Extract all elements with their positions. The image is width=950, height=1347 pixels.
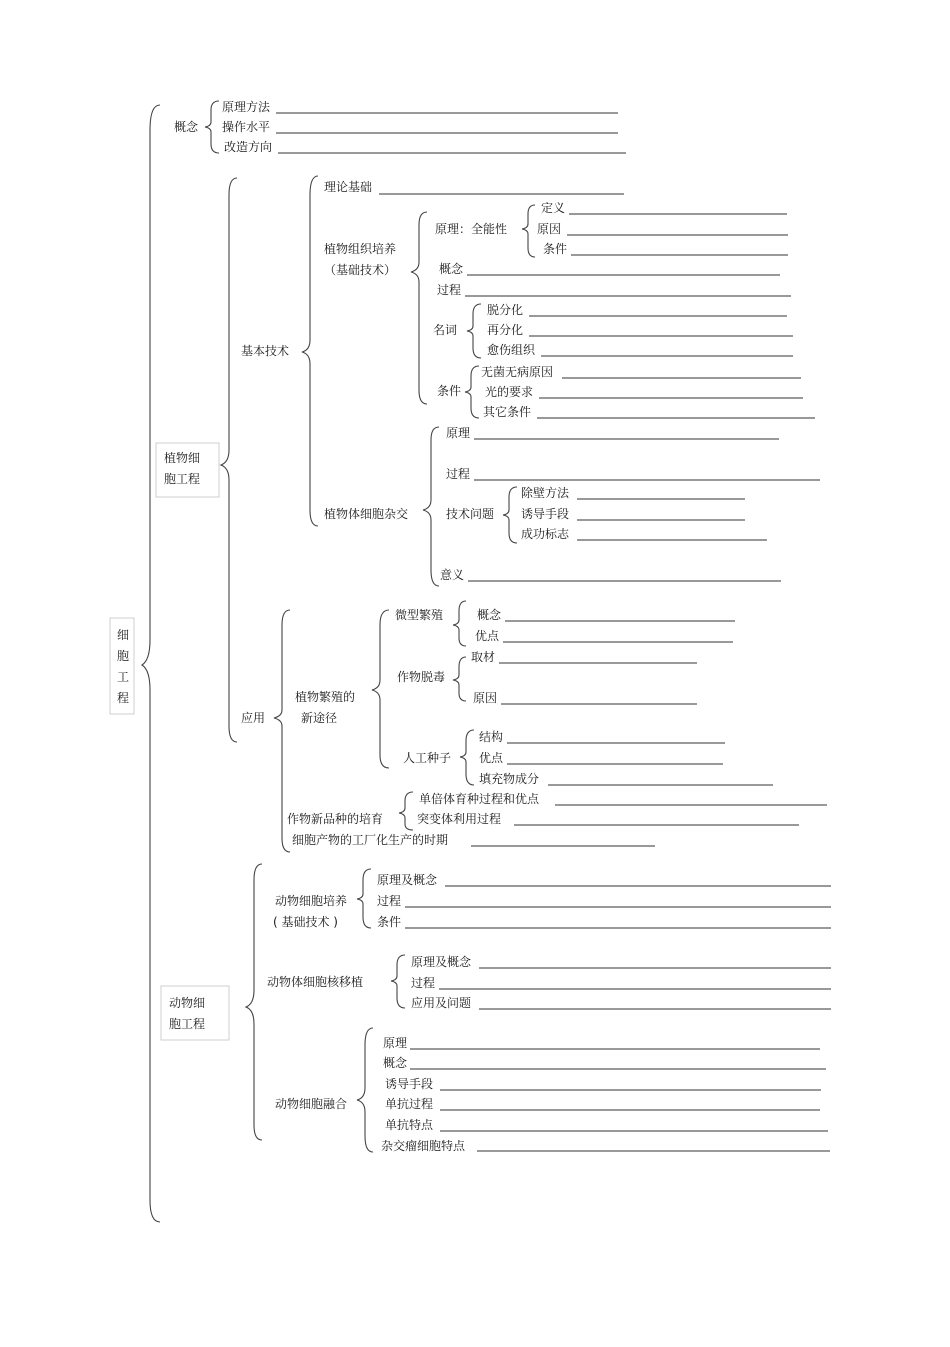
culture-item-1: 原理及概念	[377, 873, 438, 887]
principle-brace	[522, 205, 535, 257]
hybrid-principle: 原理	[446, 426, 471, 440]
nuclear-brace	[391, 955, 405, 1008]
fusion-item-4: 单抗过程	[385, 1097, 434, 1111]
tissue-label-line1: 植物组织培养	[324, 242, 397, 256]
tech-item-3: 成功标志	[521, 527, 570, 541]
fusion-item-5: 单抗特点	[385, 1118, 434, 1132]
detox-brace	[453, 657, 466, 701]
industry-label: 细胞产物的工厂化生产的时期	[292, 833, 449, 847]
principle-item-1: 定义	[541, 201, 566, 215]
nuclear-item-2: 过程	[411, 976, 436, 990]
animal-brace	[246, 864, 262, 1140]
detox-item-1: 取材	[471, 650, 496, 664]
culture-item-2: 过程	[377, 894, 402, 908]
basic-label: 基本技术	[241, 344, 290, 358]
micro-label: 微型繁殖	[395, 608, 444, 622]
plant-label-line1: 植物细	[164, 451, 201, 465]
concept-item-1: 原理方法	[222, 100, 271, 114]
nuclear-item-1: 原理及概念	[411, 955, 472, 969]
detox-label: 作物脱毒	[397, 670, 446, 684]
tech-brace	[503, 487, 517, 543]
tissue-process: 过程	[437, 283, 462, 297]
breeding-item-2: 突变体利用过程	[417, 812, 502, 826]
seed-item-3: 填充物成分	[479, 772, 540, 786]
principle-item-3: 条件	[543, 242, 568, 256]
condition-item-1: 无菌无病原因	[481, 365, 554, 379]
seed-brace	[460, 730, 474, 785]
hybrid-label: 植物体细胞杂交	[324, 507, 409, 521]
propagation-brace	[372, 610, 389, 768]
seed-item-1: 结构	[479, 730, 504, 744]
plant-label-line2: 胞工程	[164, 472, 201, 486]
culture-brace	[357, 869, 371, 928]
breeding-label: 作物新品种的培育	[287, 812, 384, 826]
tissue-conditions: 条件	[437, 384, 462, 398]
condition-item-3: 其它条件	[483, 405, 532, 419]
animal-box	[161, 986, 229, 1040]
principle-item-2: 原因	[537, 222, 562, 236]
concept-item-2: 操作水平	[222, 120, 271, 134]
fusion-item-2: 概念	[383, 1056, 408, 1070]
root-char-3: 工	[117, 670, 130, 684]
culture-label-line1: 动物细胞培养	[275, 894, 348, 908]
root-brace	[142, 105, 160, 1222]
tissue-label-line2: （基础技术）	[324, 263, 397, 277]
app-label: 应用	[241, 711, 266, 725]
theory-label: 理论基础	[324, 180, 373, 194]
culture-label-line2: ( 基础技术 )	[273, 915, 338, 929]
condition-item-2: 光的要求	[485, 385, 534, 399]
propagation-line2: 新途径	[301, 711, 338, 725]
root-char-1: 细	[117, 628, 130, 642]
fusion-brace	[357, 1028, 373, 1152]
detox-item-2: 原因	[473, 691, 498, 705]
animal-label-line2: 胞工程	[169, 1017, 206, 1031]
root-char-2: 胞	[117, 649, 130, 663]
term-item-3: 愈伤组织	[487, 343, 536, 357]
fusion-item-6: 杂交瘤细胞特点	[381, 1139, 466, 1153]
micro-brace	[453, 601, 466, 646]
tissue-concept: 概念	[439, 262, 464, 276]
term-item-2: 再分化	[487, 323, 524, 337]
concept-item-3: 改造方向	[224, 140, 273, 154]
plant-brace	[221, 178, 237, 742]
nuclear-label: 动物体细胞核移植	[267, 975, 364, 989]
concept-label: 概念	[174, 120, 199, 134]
hybrid-tech: 技术问题	[446, 507, 495, 521]
culture-item-3: 条件	[377, 915, 402, 929]
breeding-brace	[399, 792, 413, 830]
propagation-line1: 植物繁殖的	[295, 690, 356, 704]
seed-label: 人工种子	[403, 751, 452, 765]
hybrid-meaning: 意义	[440, 568, 465, 582]
tissue-principle: 原理：全能性	[435, 222, 508, 236]
hybrid-brace	[423, 427, 439, 586]
fusion-item-3: 诱导手段	[385, 1077, 434, 1091]
basic-brace	[302, 176, 318, 526]
terms-brace	[467, 304, 481, 358]
micro-item-2: 优点	[475, 629, 500, 643]
root-char-4: 程	[117, 691, 130, 705]
tissue-brace	[411, 212, 427, 404]
nuclear-item-3: 应用及问题	[411, 996, 472, 1010]
conditions-brace	[465, 366, 479, 418]
fusion-item-1: 原理	[383, 1036, 408, 1050]
tech-item-2: 诱导手段	[521, 507, 570, 521]
animal-label-line1: 动物细	[169, 996, 206, 1010]
hybrid-process: 过程	[446, 467, 471, 481]
micro-item-1: 概念	[477, 608, 502, 622]
term-item-1: 脱分化	[487, 303, 524, 317]
concept-brace	[205, 101, 219, 153]
tissue-terms: 名词	[433, 323, 458, 337]
fusion-label: 动物细胞融合	[275, 1097, 348, 1111]
seed-item-2: 优点	[479, 751, 504, 765]
breeding-item-1: 单倍体育种过程和优点	[419, 792, 540, 806]
tech-item-1: 除壁方法	[521, 486, 570, 500]
